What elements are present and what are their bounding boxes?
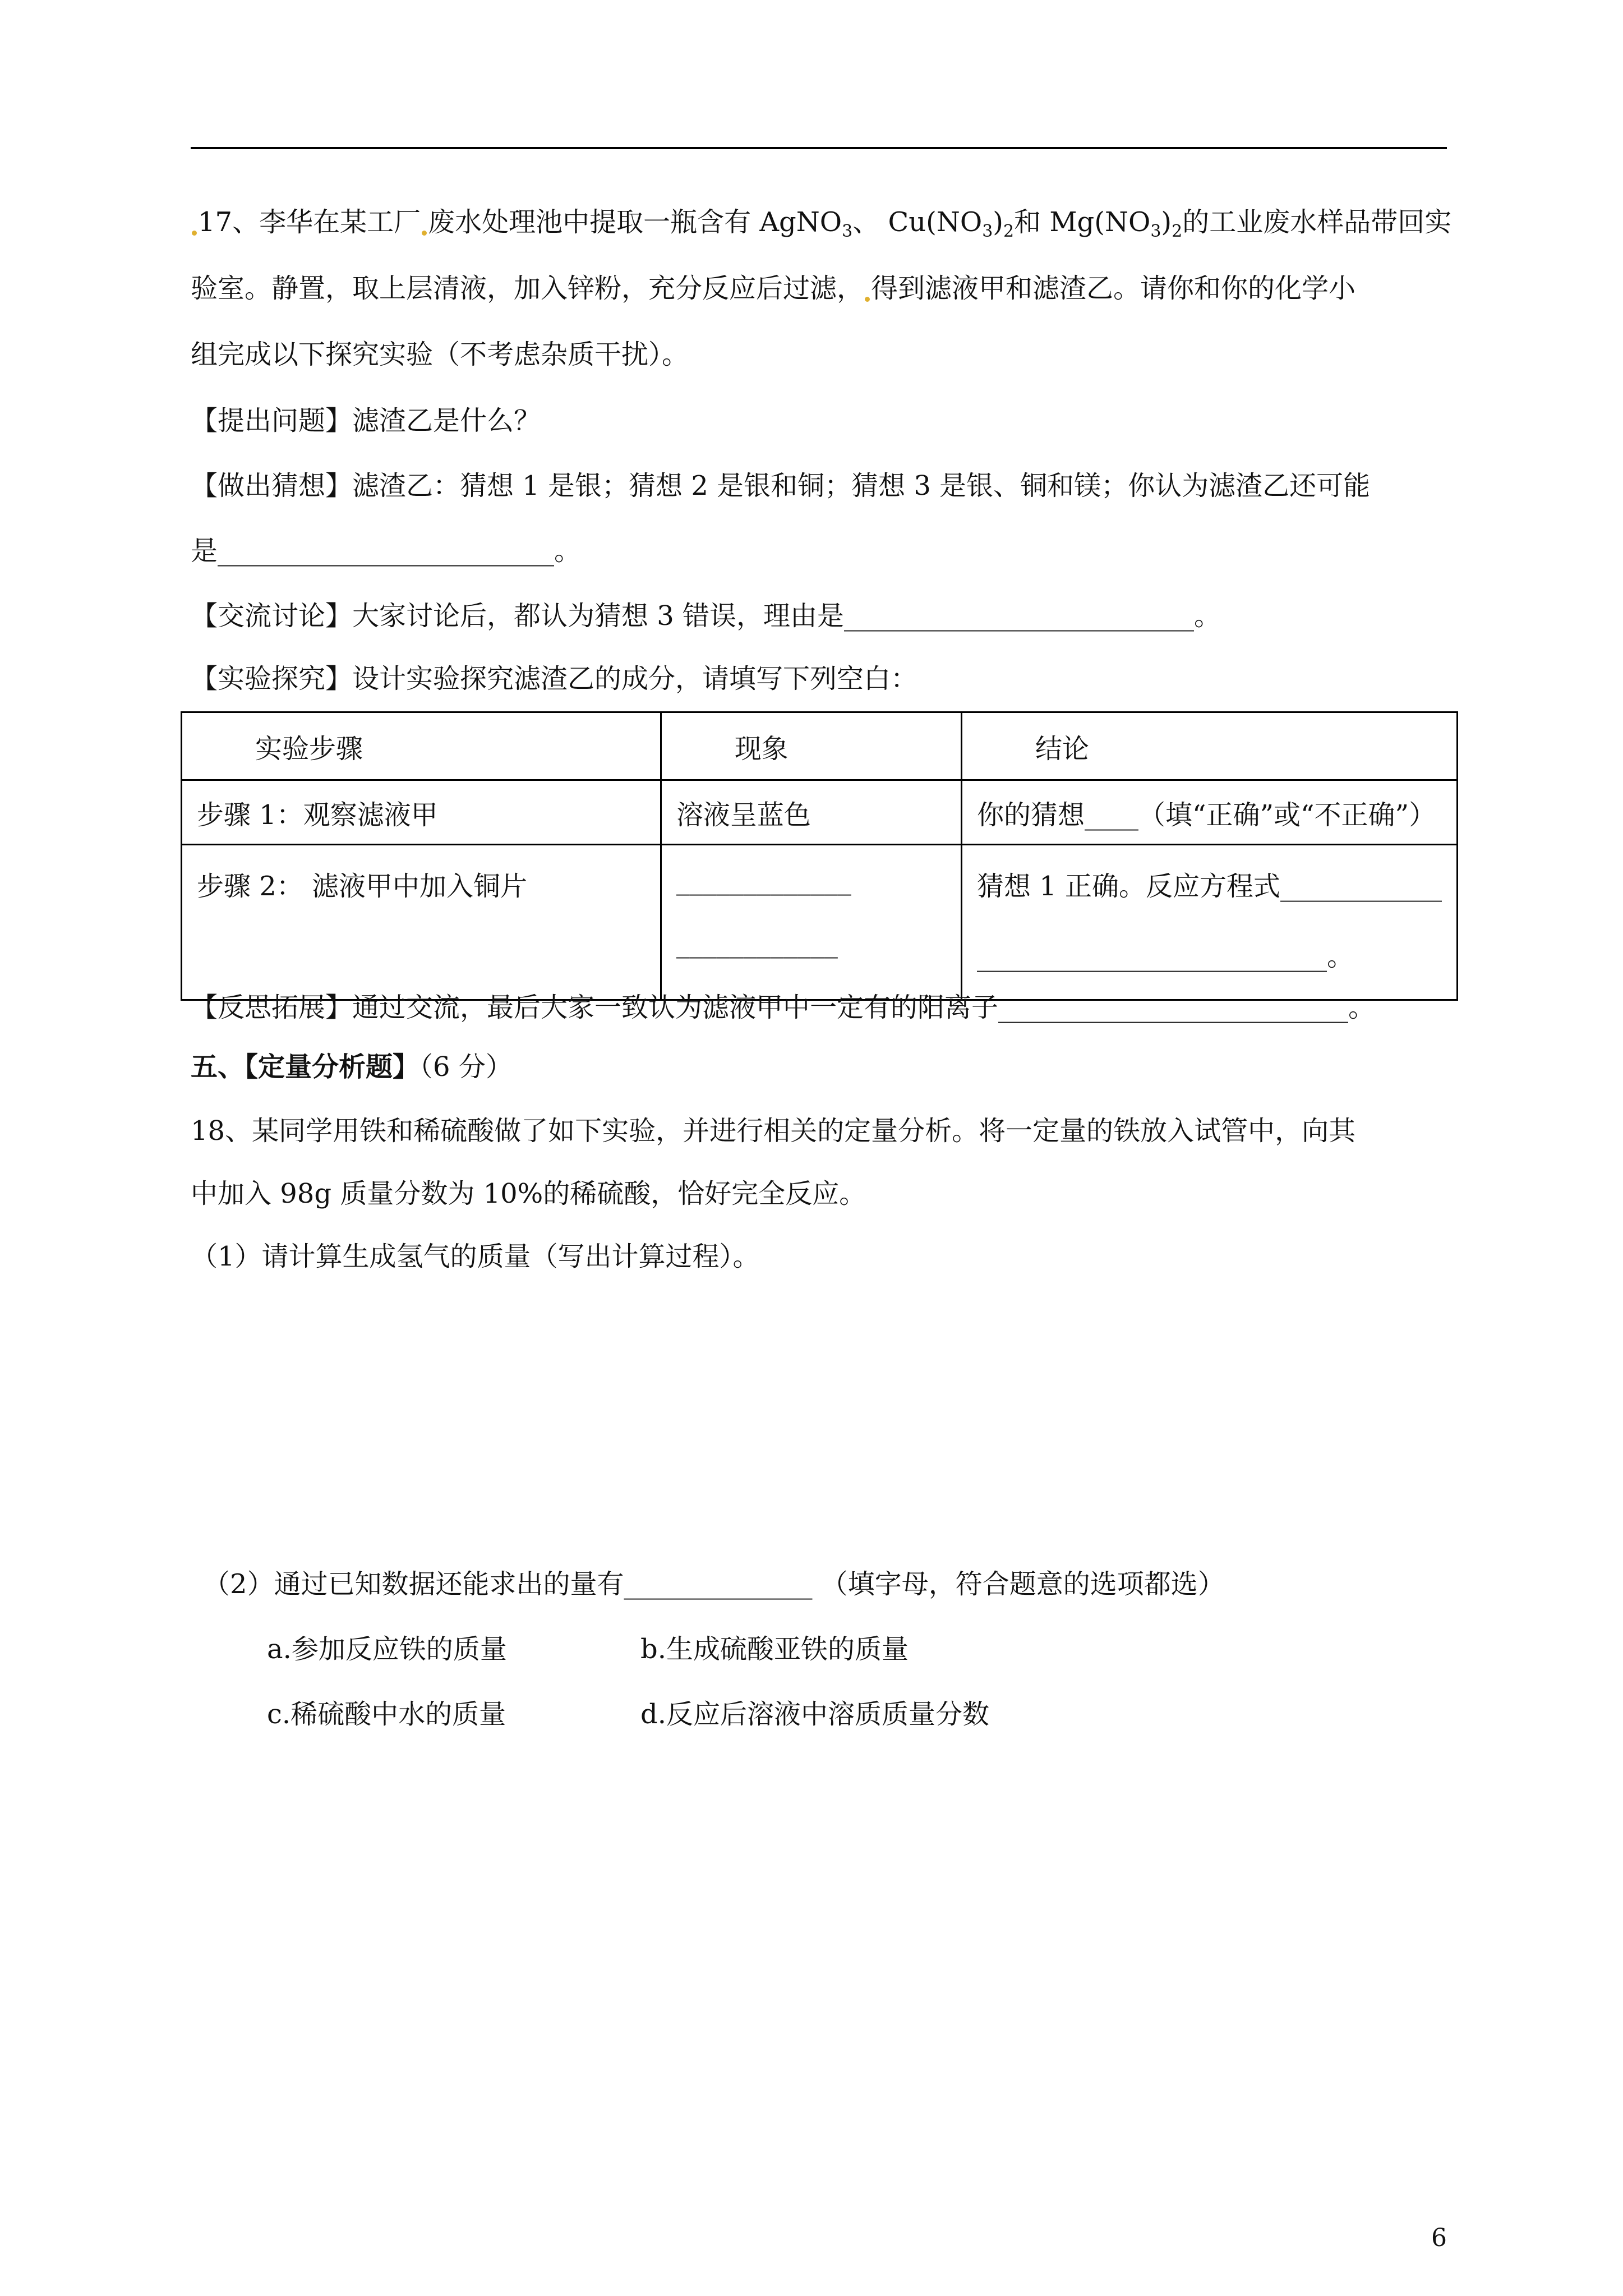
table-header-row [182,712,1458,780]
row2-phenomenon [661,845,961,1000]
option-d: d.反应后溶液中溶质质量分数 [640,1699,989,1730]
q18-line-1: 18、某同学用铁和稀硫酸做了如下实验，并进行相关的定量分析。将一定量的铁放入试管中，向其 [191,1115,1356,1147]
q17-line-1: 17、李华在某工厂 废水处理池中提取一瓶含有 AgNO$_3$、 $Cu(NO_3)_2$和 $Mg(NO_3)_2$的工业废水样品带回实 [191,205,1451,249]
row2-phenomenon-blank-1[interactable]: _____________ [676,864,851,896]
page-number: 6 [1431,2224,1447,2252]
row2-conclusion-line-1: 猜想 1 正确。反应方程式____________ [976,871,1442,902]
row1-phenomenon: 溶液呈蓝色 [661,780,961,845]
experiment-table [181,711,1458,1001]
q17-guess-line-1: 【做出猜想】滤渣乙：猜想 1 是银；猜想 2 是银和铜；猜想 3 是银、铜和镁；你认为滤渣乙还可能 [191,470,1371,501]
section-5-heading: 五、【定量分析题】（6 分） [191,1051,513,1083]
q17-reflect: 【反思拓展】通过交流，最后大家一致认为滤液甲中一定有的阳离子__________________________。 [191,992,1376,1023]
row2-conclusion [961,845,1457,1000]
q17-explore: 【实验探究】设计实验探究滤渣乙的成分，请填写下列空白： [191,663,918,694]
table-row [182,780,1458,845]
row2-phenomenon-blank-2[interactable]: ____________ [676,927,838,959]
annotation-dot [865,297,870,302]
q17-line-3: 组完成以下探究实验（不考虑杂质干扰）。 [191,339,689,370]
row2-conclusion-line-2[interactable]: __________________________。 [976,941,1354,972]
option-b: b.生成硫酸亚铁的质量 [640,1634,909,1665]
table-row [182,845,1458,1000]
row1-conclusion: 你的猜想____（填“正确”或“不正确”） [961,780,1457,845]
q17-discussion: 【交流讨论】大家讨论后，都认为猜想 3 错误，理由是__________________________。 [191,600,1221,632]
q17-line-2: 验室。静置，取上层清液，加入锌粉，充分反应后过滤， 得到滤液甲和滤渣乙。请你和你的化学小 [191,273,1356,304]
row2-step: 步骤 2： 滤液甲中加入铜片 [182,845,661,1000]
header-conclusion: 结论 [961,712,1457,780]
annotation-dot [422,231,427,236]
option-a: a.参加反应铁的质量 [267,1634,507,1665]
header-phenomenon: 现象 [661,712,961,780]
q17-ask-question: 【提出问题】滤渣乙是什么？ [191,405,541,436]
option-c: c.稀硫酸中水的质量 [267,1699,506,1730]
header-steps: 实验步骤 [182,712,661,780]
q18-part-1: （1）请计算生成氢气的质量（写出计算过程）。 [191,1241,760,1272]
annotation-dot [192,231,197,236]
row1-step: 步骤 1：观察滤液甲 [182,780,661,845]
q18-part-2: （2）通过已知数据还能求出的量有______________ （填字母，符合题意的选项都选） [203,1568,1225,1600]
header-rule [191,147,1447,149]
q18-line-2: 中加入 98g 质量分数为 10%的稀硫酸，恰好完全反应。 [191,1178,866,1209]
q17-guess-line-2: 是_________________________。 [191,535,582,567]
